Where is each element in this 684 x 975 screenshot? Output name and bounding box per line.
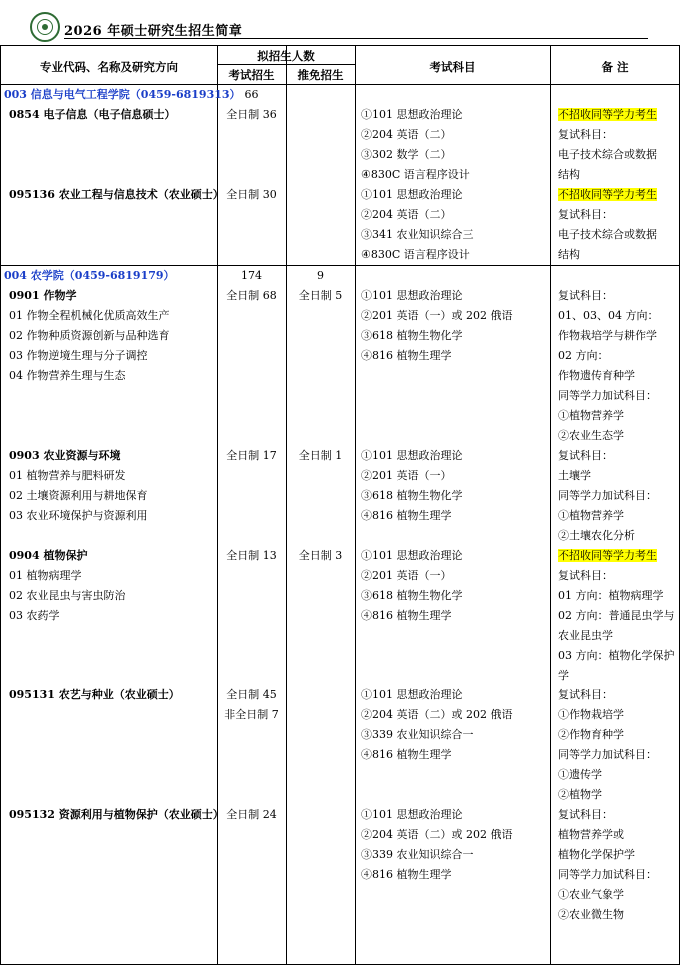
note-line: 同等学力加试科目：: [558, 748, 657, 761]
note-line: 植物化学保护学: [558, 848, 635, 861]
no-equivalent-badge: 不招收同等学力考生: [558, 549, 657, 562]
exempt-0904: 全日制 3: [298, 549, 343, 562]
direction-line: 03 农药学: [9, 609, 60, 622]
college-003: 003 信息与电气工程学院（0459-6819313）: [4, 88, 241, 101]
col-divider: [550, 46, 551, 964]
note-line: 03 方向：植物化学保护: [558, 649, 675, 662]
major-0904: 0904 植物保护: [9, 549, 88, 562]
note-line: 复试科目：: [558, 128, 613, 141]
note-line: 复试科目：: [558, 808, 613, 821]
subject-line: ①101 思想政治理论: [361, 808, 463, 821]
major-0903: 0903 农业资源与环境: [9, 449, 121, 462]
major-095136: 095136 农业工程与信息技术（农业硕士）: [9, 188, 224, 201]
note-line: ②植物学: [558, 788, 602, 801]
college-004-total: 174: [241, 269, 262, 282]
exempt-0903: 全日制 1: [298, 449, 343, 462]
subject-line: ①101 思想政治理论: [361, 188, 463, 201]
note-line: ②土壤农化分析: [558, 529, 635, 542]
subject-line: ②204 英语（二）: [361, 208, 452, 221]
subject-line: ①101 思想政治理论: [361, 549, 463, 562]
exam-0854: 全日制 36: [226, 108, 277, 121]
note-line: 01 方向：植物病理学: [558, 589, 664, 602]
subject-line: ②204 英语（二）或 202 俄语: [361, 708, 513, 721]
subject-line: ④816 植物生理学: [361, 509, 452, 522]
direction-line: 03 农业环境保护与资源利用: [9, 509, 148, 522]
header-plan: 拟招生人数: [257, 49, 315, 63]
exam-095136: 全日制 30: [226, 188, 277, 201]
document-title: 2026 年硕士研究生招生简章: [64, 24, 243, 39]
note-line: 结构: [558, 248, 580, 261]
page-header: [0, 0, 684, 44]
direction-line: 01 作物全程机械化优质高效生产: [9, 309, 170, 322]
subject-line: ④816 植物生理学: [361, 748, 452, 761]
subject-line: ④816 植物生理学: [361, 868, 452, 881]
subject-line: ②204 英语（二）: [361, 128, 452, 141]
direction-line: 01 植物营养与肥料研发: [9, 469, 126, 482]
college-004-exempt-total: 9: [317, 269, 324, 282]
note-line: 学: [558, 669, 569, 682]
subject-line: ④816 植物生理学: [361, 609, 452, 622]
exam-095132: 全日制 24: [226, 808, 277, 821]
direction-line: 01 植物病理学: [9, 569, 82, 582]
subject-line: ②204 英语（二）或 202 俄语: [361, 828, 513, 841]
note-line: 复试科目：: [558, 688, 613, 701]
header-exam-admit: 考试招生: [228, 68, 275, 82]
exam-0903: 全日制 17: [226, 449, 277, 462]
header-exempt-admit: 推免招生: [297, 68, 344, 82]
exam-0904: 全日制 13: [226, 549, 277, 562]
direction-line: 02 农业昆虫与害虫防治: [9, 589, 126, 602]
note-line: 复试科目：: [558, 569, 613, 582]
major-095132: 095132 资源利用与植物保护（农业硕士）: [9, 808, 224, 821]
note-line: 复试科目：: [558, 208, 613, 221]
major-095131: 095131 农艺与种业（农业硕士）: [9, 688, 180, 701]
subject-line: ①101 思想政治理论: [361, 108, 463, 121]
note-line: 02 方向：: [558, 349, 609, 362]
subject-line: ③339 农业知识综合一: [361, 728, 474, 741]
note-line: 结构: [558, 168, 580, 181]
note-line: 同等学力加试科目：: [558, 489, 657, 502]
note-line: ①农业气象学: [558, 888, 624, 901]
note-line: ①植物营养学: [558, 409, 624, 422]
note-line: ②作物育种学: [558, 728, 624, 741]
note-line: ②农业生态学: [558, 429, 624, 442]
subject-line: ④830C 语言程序设计: [361, 168, 470, 181]
col-divider: [286, 46, 287, 964]
admission-table: [0, 45, 680, 965]
subject-line: ③302 数学（二）: [361, 148, 452, 161]
major-0854: 0854 电子信息（电子信息硕士）: [9, 108, 176, 121]
note-line: 农业昆虫学: [558, 629, 613, 642]
exam-0901: 全日制 68: [226, 289, 277, 302]
subject-line: ①101 思想政治理论: [361, 688, 463, 701]
header-major: 专业代码、名称及研究方向: [40, 60, 178, 74]
note-line: 同等学力加试科目：: [558, 868, 657, 881]
subject-line: ②201 英语（一）: [361, 469, 452, 482]
note-line: ②农业微生物: [558, 908, 624, 921]
note-line: ①植物营养学: [558, 509, 624, 522]
exam-095131-parttime: 非全日制 7: [224, 708, 279, 721]
note-line: 土壤学: [558, 469, 591, 482]
header-rule: [64, 38, 648, 39]
direction-line: 02 作物种质资源创新与品种选育: [9, 329, 170, 342]
subject-line: ②201 英语（一）: [361, 569, 452, 582]
direction-line: 03 作物逆境生理与分子调控: [9, 349, 148, 362]
note-line: 作物栽培学与耕作学: [558, 329, 657, 342]
subject-line: ③618 植物生物化学: [361, 329, 463, 342]
note-line: 电子技术综合或数据: [558, 228, 657, 241]
note-line: 同等学力加试科目：: [558, 389, 657, 402]
direction-line: 04 作物营养生理与生态: [9, 369, 126, 382]
note-line: 植物营养学或: [558, 828, 624, 841]
header-notes: 备 注: [601, 60, 629, 74]
subject-line: ④816 植物生理学: [361, 349, 452, 362]
direction-line: 02 土壤资源利用与耕地保育: [9, 489, 148, 502]
exam-095131: 全日制 45: [226, 688, 277, 701]
col-divider: [217, 46, 218, 964]
note-line: 电子技术综合或数据: [558, 148, 657, 161]
exempt-0901: 全日制 5: [298, 289, 343, 302]
major-0901: 0901 作物学: [9, 289, 77, 302]
note-line: 复试科目：: [558, 449, 613, 462]
note-line: 01、03、04 方向：: [558, 309, 659, 322]
subject-line: ③618 植物生物化学: [361, 589, 463, 602]
subject-line: ④830C 语言程序设计: [361, 248, 470, 261]
subject-line: ③341 农业知识综合三: [361, 228, 474, 241]
note-line: 作物遗传育种学: [558, 369, 635, 382]
no-equivalent-badge: 不招收同等学力考生: [558, 108, 657, 121]
no-equivalent-badge: 不招收同等学力考生: [558, 188, 657, 201]
subject-line: ③618 植物生物化学: [361, 489, 463, 502]
subject-line: ③339 农业知识综合一: [361, 848, 474, 861]
note-line: ①遗传学: [558, 768, 602, 781]
subject-line: ①101 思想政治理论: [361, 289, 463, 302]
subject-line: ①101 思想政治理论: [361, 449, 463, 462]
note-line: 02 方向：普通昆虫学与: [558, 609, 675, 622]
header-subjects: 考试科目: [429, 60, 476, 74]
college-003-total: 66: [244, 88, 259, 101]
row-divider: [217, 64, 355, 65]
col-divider: [355, 46, 356, 964]
note-line: ①作物栽培学: [558, 708, 624, 721]
subject-line: ②201 英语（一）或 202 俄语: [361, 309, 513, 322]
university-logo-icon: [30, 12, 60, 42]
college-004: 004 农学院（0459-6819179）: [4, 269, 175, 282]
note-line: 复试科目：: [558, 289, 613, 302]
